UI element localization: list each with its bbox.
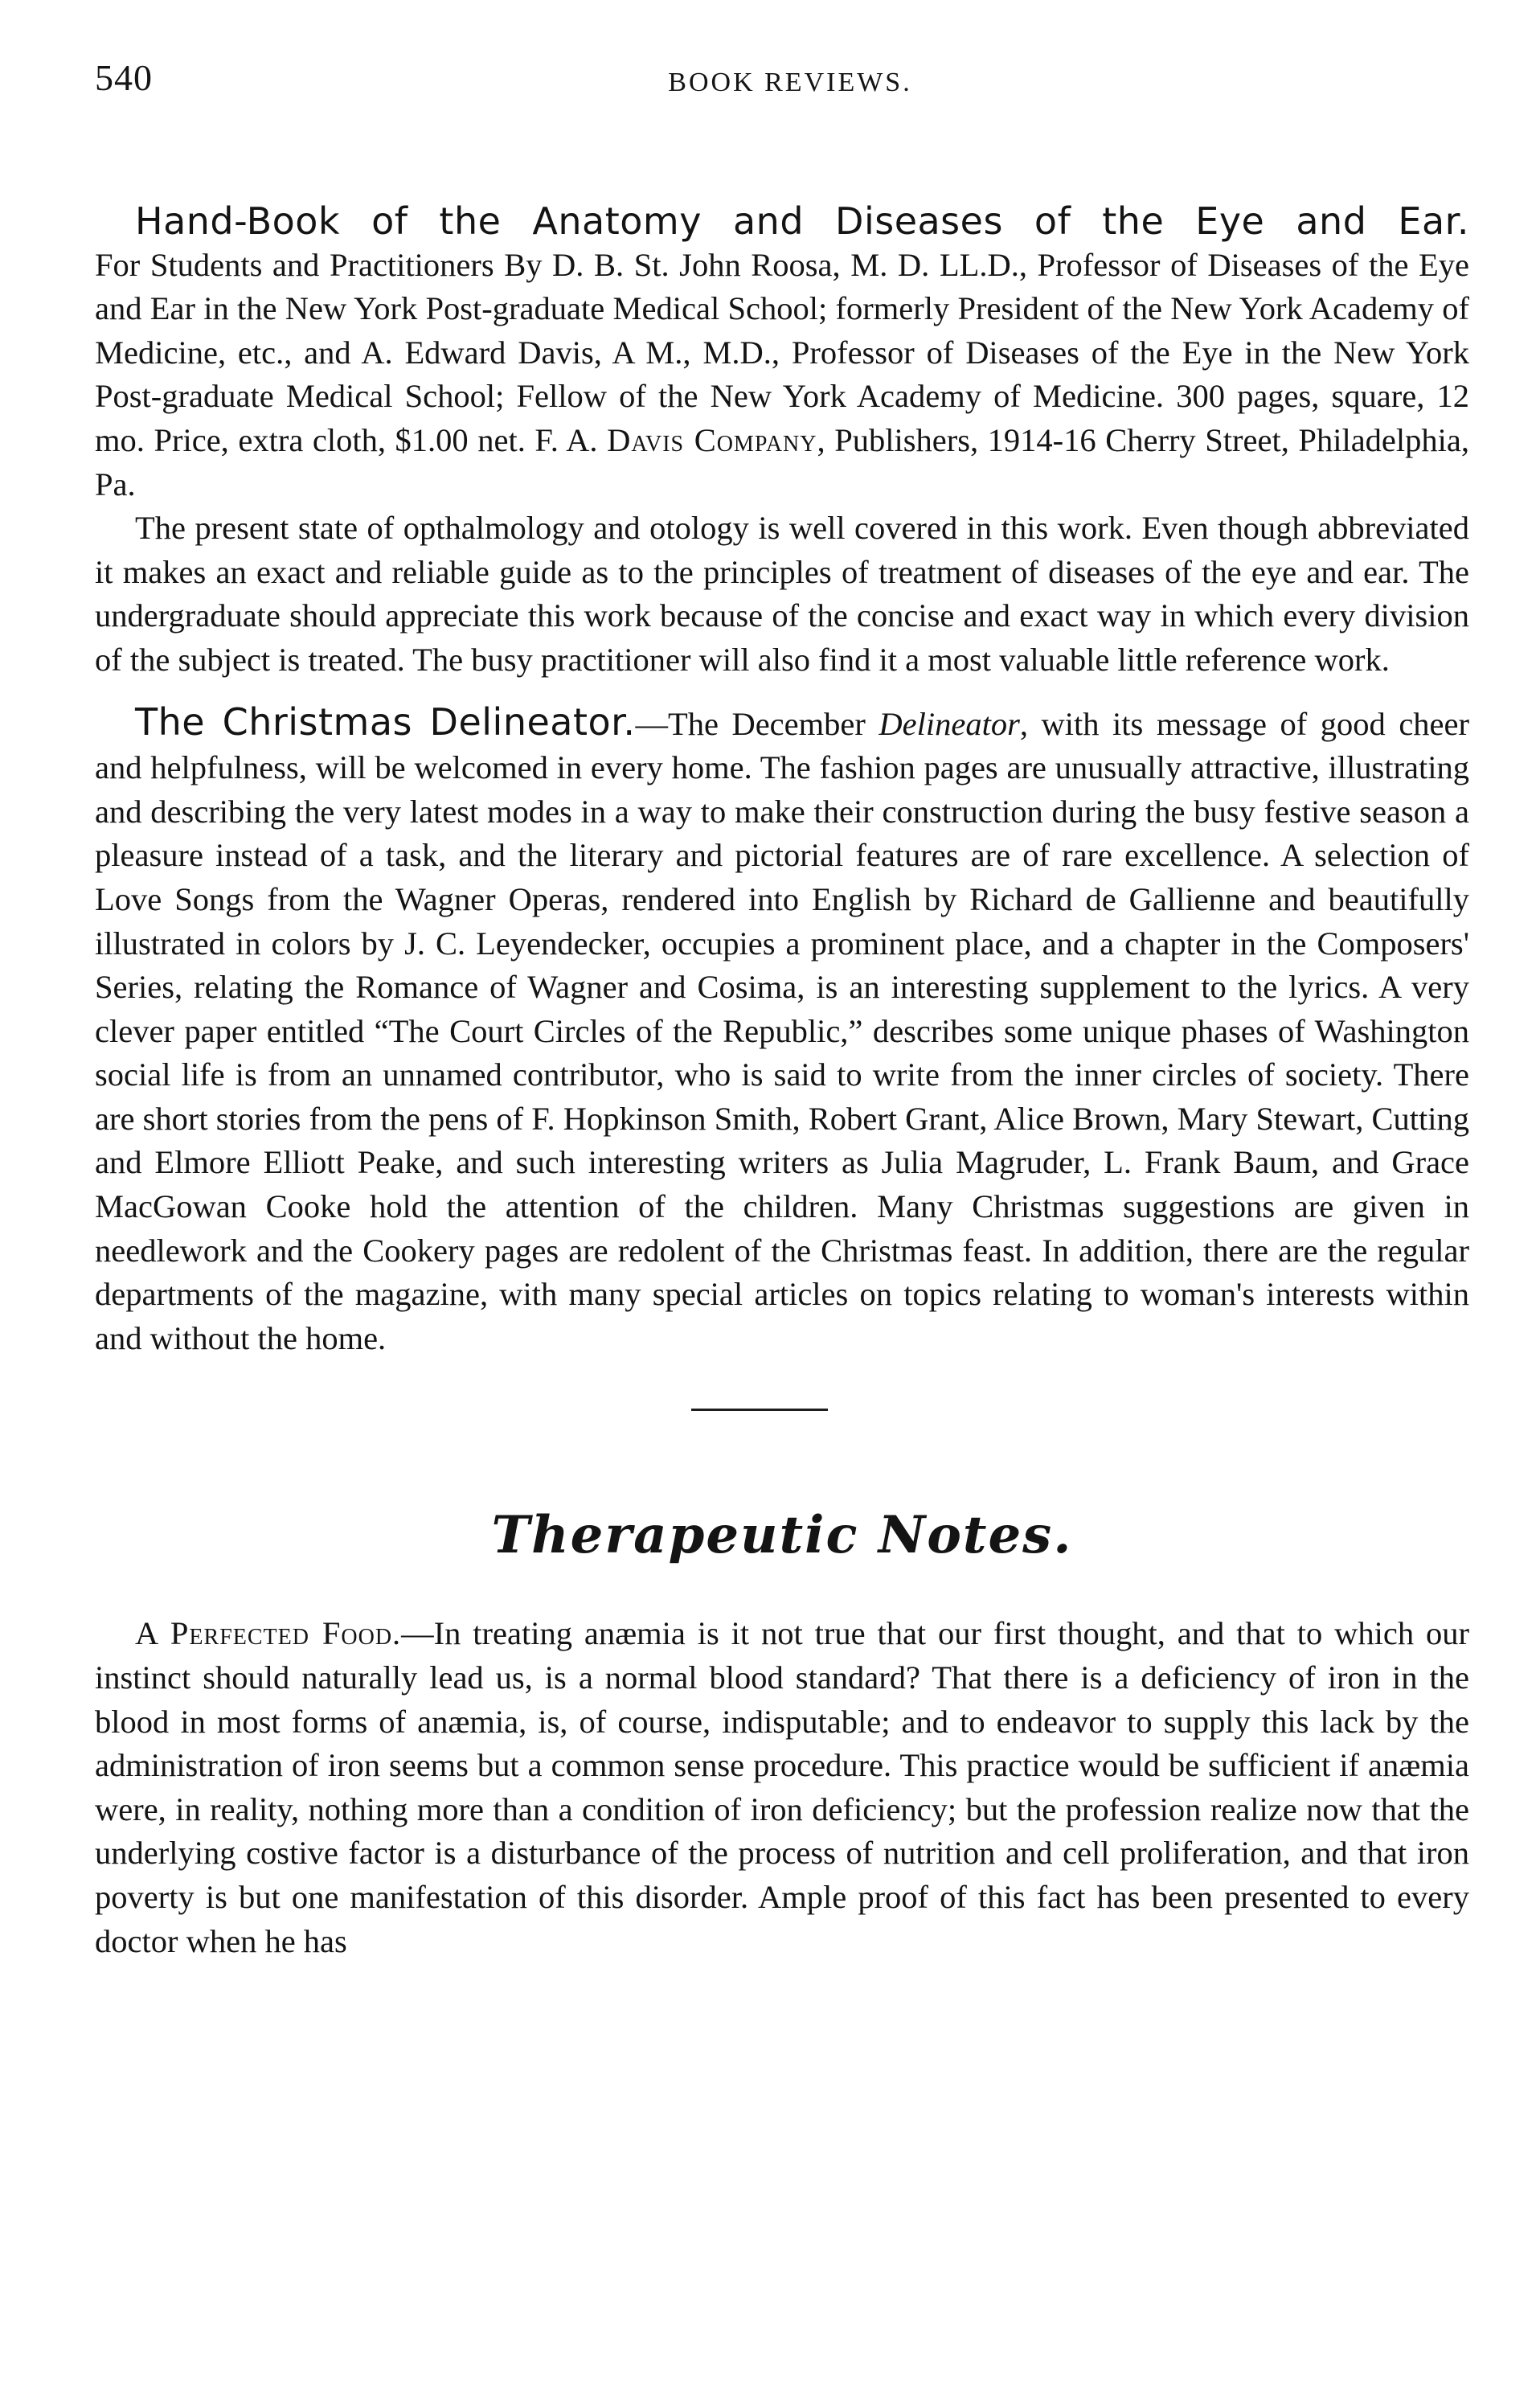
- running-head: [95, 56, 1469, 113]
- section-divider-block: [95, 1360, 1469, 1433]
- review1-title: Hand-Book of the Anatomy and Diseases of the Eye and Ear.: [135, 199, 1469, 243]
- review2-magazine: Delineator: [879, 705, 1020, 742]
- review2-body: , with its message of good cheer and helpfulness, will be welcomed in every home. The fashion pages are unusually attractive, illustrating and describing the very latest modes in a way to make their construction during the busy festive season a pleasure instead of a task, and the literary and pictorial features are of rare excellence. A selection of Love Songs from the Wagner Operas, rendered into English by Richard de Gallienne and beautifully illustrated in colors by J. C. Leyendecker, occupies a prominent place, and a chapter in the Composers' Series, relating the Romance of Wagner and Cosima, is an interesting supplement to the lyrics. A very clever paper entitled “The Court Circles of the Republic,” describes some unique phases of Washington social life is from an unnamed contributor, who is said to write from the inner circles of society. There are short stories from the pens of F. Hopkinson Smith, Robert Grant, Alice Brown, Mary Stewart, Cutting and Elmore Elliott Peake, and such interesting writers as Julia Magruder, L. Frank Baum, and Grace MacGowan Cooke hold the attention of the children. Many Christmas suggestions are given in needlework and the Cookery pages are redolent of the Christmas feast. In addition, there are the regular departments of the magazine, with many special articles on topics relating to woman's interests within and without the home.: [95, 705, 1469, 1356]
- review1-publisher: Davis Company: [607, 421, 817, 458]
- book-page: [95, 56, 1469, 1963]
- review1-details: For Students and Practitioners By D. B. St. John Roosa, M. D. LL.D., Professor of Diseases of the Eye and Ear in the New York Post-graduate Medical School; formerly President of the New York Academy of Medicine, etc., and A. Edward Davis, A M., M.D., Professor of Diseases of the Eye in the New York Post-graduate Medical School; Fellow of the New York Academy of Medicine. 300 pages, square, 12 mo. Price, extra cloth, $1.00 net. F. A.: [95, 246, 1469, 458]
- running-title: BOOK REVIEWS.: [668, 68, 912, 97]
- page-number: 540: [95, 57, 153, 98]
- review-christmas-delineator: [95, 700, 1469, 1361]
- note1-body: —In treating anæmia is it not true that our first thought, and that to which our instinct should naturally lead us, is a normal blood standard? That there is a deficiency of iron in the blood in most forms of anæmia, is, of course, indisputable; and to endeavor to supply this lack by the administration of iron seems but a common sense procedure. This practice would be sufficient if anæmia were, in reality, nothing more than a condition of iron deficiency; but the profession realize now that the underlying costive factor is a disturbance of the process of nutrition and cell proliferation, and that iron poverty is but one manifestation of this disorder. Ample proof of this fact has been presented to every doctor when he has: [95, 1615, 1469, 1959]
- review2-paragraph: [95, 700, 1469, 1361]
- review1-body: The present state of opthalmology and otology is well covered in this work. Even though abbreviated it makes an exact and reliable guide as to the principles of treatment of diseases of the eye and ear. The undergraduate should appreciate this work because of the concise and exact way in which every division of the subject is treated. The busy practitioner will also find it a most valuable little reference work.: [95, 510, 1469, 678]
- note1-title: A Perfected Food.: [135, 1615, 402, 1652]
- section-title: Therapeutic Notes.: [491, 1505, 1073, 1566]
- review1-publisher-address: , Publishers, 1914-16 Cherry Street, Philadelphia, Pa.: [95, 421, 1470, 502]
- review2-lead: —The December: [635, 705, 866, 742]
- note-perfected-food: [95, 1612, 1469, 1963]
- review2-title: The Christmas Delineator.: [135, 699, 636, 744]
- review-anatomy-eye-ear: [95, 199, 1469, 683]
- section-divider: [691, 1409, 828, 1411]
- review1-heading: [95, 199, 1469, 506]
- note1-paragraph: [95, 1612, 1469, 1963]
